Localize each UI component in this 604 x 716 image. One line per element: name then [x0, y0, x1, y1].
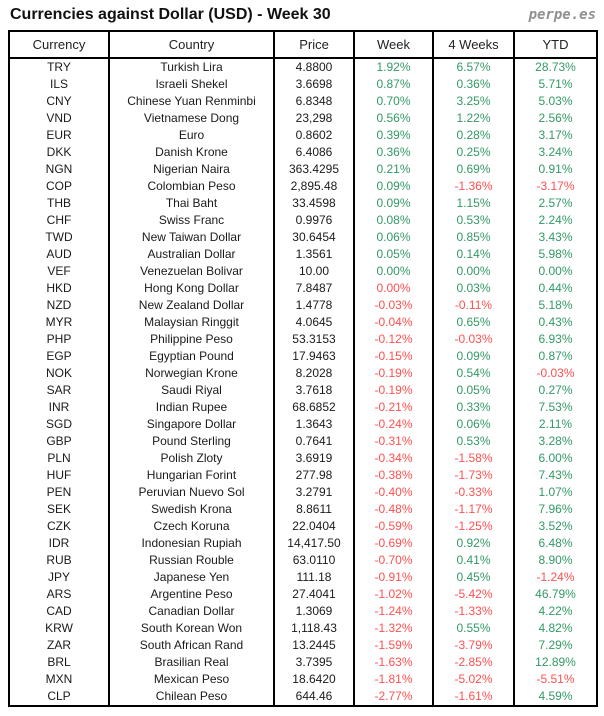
column-header-price: Price — [274, 31, 354, 58]
week-change-cell: 0.56% — [354, 110, 433, 127]
country-cell: New Zealand Dollar — [109, 297, 274, 314]
currency-code-cell: EUR — [9, 127, 109, 144]
four-weeks-change-cell: 1.22% — [433, 110, 514, 127]
week-change-cell: 0.70% — [354, 93, 433, 110]
table-body — [9, 58, 597, 706]
country-cell: Turkish Lira — [109, 58, 274, 76]
brand-logo: perpe.es — [528, 7, 596, 23]
price-cell: 3.7618 — [274, 382, 354, 399]
currency-code-cell: RUB — [9, 552, 109, 569]
table-row — [9, 654, 597, 671]
currency-code-cell: THB — [9, 195, 109, 212]
ytd-change-cell: 5.71% — [514, 76, 597, 93]
currencies-table — [8, 30, 598, 707]
price-cell: 1.4778 — [274, 297, 354, 314]
country-cell: Israeli Shekel — [109, 76, 274, 93]
table-row — [9, 280, 597, 297]
country-cell: Brasilian Real — [109, 654, 274, 671]
table-row — [9, 569, 597, 586]
country-cell: Indian Rupee — [109, 399, 274, 416]
ytd-change-cell: 0.43% — [514, 314, 597, 331]
price-cell: 0.7641 — [274, 433, 354, 450]
ytd-change-cell: 5.03% — [514, 93, 597, 110]
table-row — [9, 552, 597, 569]
four-weeks-change-cell: 6.57% — [433, 58, 514, 76]
week-change-cell: -0.19% — [354, 382, 433, 399]
week-change-cell: 0.09% — [354, 195, 433, 212]
ytd-change-cell: 8.90% — [514, 552, 597, 569]
currency-code-cell: PLN — [9, 450, 109, 467]
country-cell: Colombian Peso — [109, 178, 274, 195]
country-cell: Swiss Franc — [109, 212, 274, 229]
currency-code-cell: CLP — [9, 688, 109, 706]
ytd-change-cell: 0.44% — [514, 280, 597, 297]
four-weeks-change-cell: 0.69% — [433, 161, 514, 178]
table-row — [9, 314, 597, 331]
currency-code-cell: GBP — [9, 433, 109, 450]
price-cell: 14,417.50 — [274, 535, 354, 552]
price-cell: 10.00 — [274, 263, 354, 280]
ytd-change-cell: 28.73% — [514, 58, 597, 76]
ytd-change-cell: 3.28% — [514, 433, 597, 450]
price-cell: 644.46 — [274, 688, 354, 706]
week-change-cell: -1.24% — [354, 603, 433, 620]
ytd-change-cell: -0.03% — [514, 365, 597, 382]
week-change-cell: -0.21% — [354, 399, 433, 416]
currency-code-cell: JPY — [9, 569, 109, 586]
table-row — [9, 586, 597, 603]
ytd-change-cell: 5.98% — [514, 246, 597, 263]
price-cell: 63.0110 — [274, 552, 354, 569]
table-row — [9, 535, 597, 552]
country-cell: Chinese Yuan Renminbi — [109, 93, 274, 110]
four-weeks-change-cell: -0.33% — [433, 484, 514, 501]
country-cell: Vietnamese Dong — [109, 110, 274, 127]
currency-code-cell: EGP — [9, 348, 109, 365]
week-change-cell: -0.03% — [354, 297, 433, 314]
week-change-cell: -0.31% — [354, 433, 433, 450]
week-change-cell: 1.92% — [354, 58, 433, 76]
week-change-cell: -0.69% — [354, 535, 433, 552]
four-weeks-change-cell: -1.61% — [433, 688, 514, 706]
four-weeks-change-cell: -0.03% — [433, 331, 514, 348]
currency-code-cell: NGN — [9, 161, 109, 178]
price-cell: 363.4295 — [274, 161, 354, 178]
table-row — [9, 501, 597, 518]
ytd-change-cell: 4.82% — [514, 620, 597, 637]
country-cell: Hungarian Forint — [109, 467, 274, 484]
four-weeks-change-cell: -0.11% — [433, 297, 514, 314]
four-weeks-change-cell: 0.45% — [433, 569, 514, 586]
currency-code-cell: DKK — [9, 144, 109, 161]
price-cell: 1.3069 — [274, 603, 354, 620]
table-row — [9, 416, 597, 433]
table-row — [9, 637, 597, 654]
table-row — [9, 484, 597, 501]
table-row — [9, 58, 597, 76]
week-change-cell: -1.63% — [354, 654, 433, 671]
week-change-cell: 0.06% — [354, 229, 433, 246]
ytd-change-cell: 2.57% — [514, 195, 597, 212]
currency-code-cell: ILS — [9, 76, 109, 93]
table-row — [9, 195, 597, 212]
price-cell: 23,298 — [274, 110, 354, 127]
country-cell: Czech Koruna — [109, 518, 274, 535]
currency-code-cell: TRY — [9, 58, 109, 76]
table-row — [9, 467, 597, 484]
week-change-cell: 0.21% — [354, 161, 433, 178]
price-cell: 13.2445 — [274, 637, 354, 654]
ytd-change-cell: 2.56% — [514, 110, 597, 127]
four-weeks-change-cell: 0.54% — [433, 365, 514, 382]
price-cell: 6.4086 — [274, 144, 354, 161]
currency-code-cell: CZK — [9, 518, 109, 535]
ytd-change-cell: 7.53% — [514, 399, 597, 416]
currency-code-cell: VEF — [9, 263, 109, 280]
page-title: Currencies against Dollar (USD) - Week 30 — [10, 6, 331, 23]
week-change-cell: -1.81% — [354, 671, 433, 688]
four-weeks-change-cell: -1.73% — [433, 467, 514, 484]
four-weeks-change-cell: 0.00% — [433, 263, 514, 280]
week-change-cell: -0.70% — [354, 552, 433, 569]
price-cell: 68.6852 — [274, 399, 354, 416]
ytd-change-cell: 3.43% — [514, 229, 597, 246]
price-cell: 33.4598 — [274, 195, 354, 212]
country-cell: South Korean Won — [109, 620, 274, 637]
country-cell: New Taiwan Dollar — [109, 229, 274, 246]
price-cell: 2,895.48 — [274, 178, 354, 195]
ytd-change-cell: -3.17% — [514, 178, 597, 195]
price-cell: 1.3561 — [274, 246, 354, 263]
week-change-cell: 0.39% — [354, 127, 433, 144]
ytd-change-cell: 4.22% — [514, 603, 597, 620]
table-row — [9, 399, 597, 416]
price-cell: 3.7395 — [274, 654, 354, 671]
ytd-change-cell: 3.52% — [514, 518, 597, 535]
four-weeks-change-cell: 0.33% — [433, 399, 514, 416]
currency-code-cell: PHP — [9, 331, 109, 348]
week-change-cell: -1.59% — [354, 637, 433, 654]
table-row — [9, 76, 597, 93]
currency-code-cell: SAR — [9, 382, 109, 399]
ytd-change-cell: 7.29% — [514, 637, 597, 654]
country-cell: Polish Zloty — [109, 450, 274, 467]
week-change-cell: -0.38% — [354, 467, 433, 484]
week-change-cell: -0.40% — [354, 484, 433, 501]
currency-code-cell: AUD — [9, 246, 109, 263]
table-header — [9, 31, 597, 58]
ytd-change-cell: 2.24% — [514, 212, 597, 229]
column-header-currency: Currency — [9, 31, 109, 58]
price-cell: 18.6420 — [274, 671, 354, 688]
currency-code-cell: BRL — [9, 654, 109, 671]
country-cell: Philippine Peso — [109, 331, 274, 348]
currency-code-cell: ARS — [9, 586, 109, 603]
country-cell: Norwegian Krone — [109, 365, 274, 382]
ytd-change-cell: 6.00% — [514, 450, 597, 467]
country-cell: Singapore Dollar — [109, 416, 274, 433]
ytd-change-cell: 2.11% — [514, 416, 597, 433]
week-change-cell: 0.08% — [354, 212, 433, 229]
table-row — [9, 127, 597, 144]
currency-code-cell: INR — [9, 399, 109, 416]
ytd-change-cell: 3.17% — [514, 127, 597, 144]
table-row — [9, 229, 597, 246]
week-change-cell: -2.77% — [354, 688, 433, 706]
currency-code-cell: SEK — [9, 501, 109, 518]
price-cell: 8.8611 — [274, 501, 354, 518]
price-cell: 22.0404 — [274, 518, 354, 535]
week-change-cell: -0.24% — [354, 416, 433, 433]
price-cell: 53.3153 — [274, 331, 354, 348]
price-cell: 0.9976 — [274, 212, 354, 229]
country-cell: Russian Rouble — [109, 552, 274, 569]
country-cell: Venezuelan Bolivar — [109, 263, 274, 280]
table-row — [9, 246, 597, 263]
currency-code-cell: NOK — [9, 365, 109, 382]
country-cell: Hong Kong Dollar — [109, 280, 274, 297]
price-cell: 4.0645 — [274, 314, 354, 331]
ytd-change-cell: 7.43% — [514, 467, 597, 484]
ytd-change-cell: 1.07% — [514, 484, 597, 501]
price-cell: 111.18 — [274, 569, 354, 586]
table-row — [9, 297, 597, 314]
four-weeks-change-cell: 0.36% — [433, 76, 514, 93]
price-cell: 3.6698 — [274, 76, 354, 93]
country-cell: Nigerian Naira — [109, 161, 274, 178]
table-row — [9, 688, 597, 706]
country-cell: Swedish Krona — [109, 501, 274, 518]
currency-code-cell: HKD — [9, 280, 109, 297]
week-change-cell: -0.19% — [354, 365, 433, 382]
price-cell: 277.98 — [274, 467, 354, 484]
ytd-change-cell: 0.00% — [514, 263, 597, 280]
table-row — [9, 382, 597, 399]
four-weeks-change-cell: -5.42% — [433, 586, 514, 603]
four-weeks-change-cell: -1.36% — [433, 178, 514, 195]
country-cell: Malaysian Ringgit — [109, 314, 274, 331]
week-change-cell: 0.00% — [354, 263, 433, 280]
column-header-week: Week — [354, 31, 433, 58]
four-weeks-change-cell: 0.14% — [433, 246, 514, 263]
price-cell: 4.8800 — [274, 58, 354, 76]
table-row — [9, 161, 597, 178]
four-weeks-change-cell: -1.33% — [433, 603, 514, 620]
four-weeks-change-cell: 0.65% — [433, 314, 514, 331]
week-change-cell: -0.12% — [354, 331, 433, 348]
week-change-cell: 0.00% — [354, 280, 433, 297]
four-weeks-change-cell: 1.15% — [433, 195, 514, 212]
four-weeks-change-cell: -2.85% — [433, 654, 514, 671]
table-row — [9, 518, 597, 535]
price-cell: 8.2028 — [274, 365, 354, 382]
four-weeks-change-cell: 0.41% — [433, 552, 514, 569]
price-cell: 7.8487 — [274, 280, 354, 297]
price-cell: 3.6919 — [274, 450, 354, 467]
four-weeks-change-cell: 3.25% — [433, 93, 514, 110]
week-change-cell: 0.87% — [354, 76, 433, 93]
week-change-cell: -0.04% — [354, 314, 433, 331]
price-cell: 17.9463 — [274, 348, 354, 365]
page-header — [0, 0, 604, 30]
table-row — [9, 212, 597, 229]
week-change-cell: 0.09% — [354, 178, 433, 195]
ytd-change-cell: 0.27% — [514, 382, 597, 399]
week-change-cell: -0.34% — [354, 450, 433, 467]
four-weeks-change-cell: -1.25% — [433, 518, 514, 535]
currency-code-cell: ZAR — [9, 637, 109, 654]
country-cell: Peruvian Nuevo Sol — [109, 484, 274, 501]
week-change-cell: 0.36% — [354, 144, 433, 161]
table-row — [9, 331, 597, 348]
week-change-cell: -0.15% — [354, 348, 433, 365]
currency-code-cell: CAD — [9, 603, 109, 620]
four-weeks-change-cell: 0.53% — [433, 433, 514, 450]
four-weeks-change-cell: -1.17% — [433, 501, 514, 518]
country-cell: Saudi Riyal — [109, 382, 274, 399]
table-row — [9, 348, 597, 365]
week-change-cell: 0.05% — [354, 246, 433, 263]
country-cell: Indonesian Rupiah — [109, 535, 274, 552]
column-header-country: Country — [109, 31, 274, 58]
ytd-change-cell: 3.24% — [514, 144, 597, 161]
country-cell: Canadian Dollar — [109, 603, 274, 620]
ytd-change-cell: -5.51% — [514, 671, 597, 688]
country-cell: Danish Krone — [109, 144, 274, 161]
currency-code-cell: COP — [9, 178, 109, 195]
four-weeks-change-cell: 0.55% — [433, 620, 514, 637]
four-weeks-change-cell: 0.28% — [433, 127, 514, 144]
currency-code-cell: MYR — [9, 314, 109, 331]
ytd-change-cell: 4.59% — [514, 688, 597, 706]
country-cell: Euro — [109, 127, 274, 144]
currency-code-cell: MXN — [9, 671, 109, 688]
ytd-change-cell: -1.24% — [514, 569, 597, 586]
four-weeks-change-cell: 0.25% — [433, 144, 514, 161]
table-row — [9, 144, 597, 161]
price-cell: 30.6454 — [274, 229, 354, 246]
week-change-cell: -0.59% — [354, 518, 433, 535]
four-weeks-change-cell: 0.53% — [433, 212, 514, 229]
price-cell: 1.3643 — [274, 416, 354, 433]
price-cell: 6.8348 — [274, 93, 354, 110]
table-row — [9, 178, 597, 195]
four-weeks-change-cell: -1.58% — [433, 450, 514, 467]
country-cell: Chilean Peso — [109, 688, 274, 706]
country-cell: South African Rand — [109, 637, 274, 654]
four-weeks-change-cell: 0.92% — [433, 535, 514, 552]
price-cell: 3.2791 — [274, 484, 354, 501]
currency-code-cell: CNY — [9, 93, 109, 110]
country-cell: Argentine Peso — [109, 586, 274, 603]
four-weeks-change-cell: -3.79% — [433, 637, 514, 654]
ytd-change-cell: 7.96% — [514, 501, 597, 518]
four-weeks-change-cell: 0.06% — [433, 416, 514, 433]
table-row — [9, 433, 597, 450]
ytd-change-cell: 5.18% — [514, 297, 597, 314]
four-weeks-change-cell: 0.09% — [433, 348, 514, 365]
currency-code-cell: HUF — [9, 467, 109, 484]
column-header-4-weeks: 4 Weeks — [433, 31, 514, 58]
week-change-cell: -0.91% — [354, 569, 433, 586]
currency-code-cell: NZD — [9, 297, 109, 314]
ytd-change-cell: 6.93% — [514, 331, 597, 348]
currency-code-cell: SGD — [9, 416, 109, 433]
price-cell: 1,118.43 — [274, 620, 354, 637]
table-row — [9, 620, 597, 637]
four-weeks-change-cell: -5.02% — [433, 671, 514, 688]
ytd-change-cell: 0.87% — [514, 348, 597, 365]
four-weeks-change-cell: 0.05% — [433, 382, 514, 399]
ytd-change-cell: 12.89% — [514, 654, 597, 671]
four-weeks-change-cell: 0.85% — [433, 229, 514, 246]
country-cell: Egyptian Pound — [109, 348, 274, 365]
country-cell: Australian Dollar — [109, 246, 274, 263]
ytd-change-cell: 6.48% — [514, 535, 597, 552]
table-row — [9, 603, 597, 620]
column-header-ytd: YTD — [514, 31, 597, 58]
table-row — [9, 671, 597, 688]
currency-code-cell: CHF — [9, 212, 109, 229]
week-change-cell: -1.32% — [354, 620, 433, 637]
country-cell: Thai Baht — [109, 195, 274, 212]
week-change-cell: -1.02% — [354, 586, 433, 603]
country-cell: Pound Sterling — [109, 433, 274, 450]
table-row — [9, 365, 597, 382]
four-weeks-change-cell: 0.03% — [433, 280, 514, 297]
country-cell: Japanese Yen — [109, 569, 274, 586]
table-row — [9, 110, 597, 127]
price-cell: 0.8602 — [274, 127, 354, 144]
table-header-row — [9, 31, 597, 58]
currency-code-cell: TWD — [9, 229, 109, 246]
currency-code-cell: IDR — [9, 535, 109, 552]
ytd-change-cell: 46.79% — [514, 586, 597, 603]
currency-code-cell: PEN — [9, 484, 109, 501]
table-row — [9, 450, 597, 467]
ytd-change-cell: 0.91% — [514, 161, 597, 178]
week-change-cell: -0.48% — [354, 501, 433, 518]
currency-code-cell: KRW — [9, 620, 109, 637]
table-row — [9, 263, 597, 280]
currency-code-cell: VND — [9, 110, 109, 127]
country-cell: Mexican Peso — [109, 671, 274, 688]
price-cell: 27.4041 — [274, 586, 354, 603]
table-row — [9, 93, 597, 110]
